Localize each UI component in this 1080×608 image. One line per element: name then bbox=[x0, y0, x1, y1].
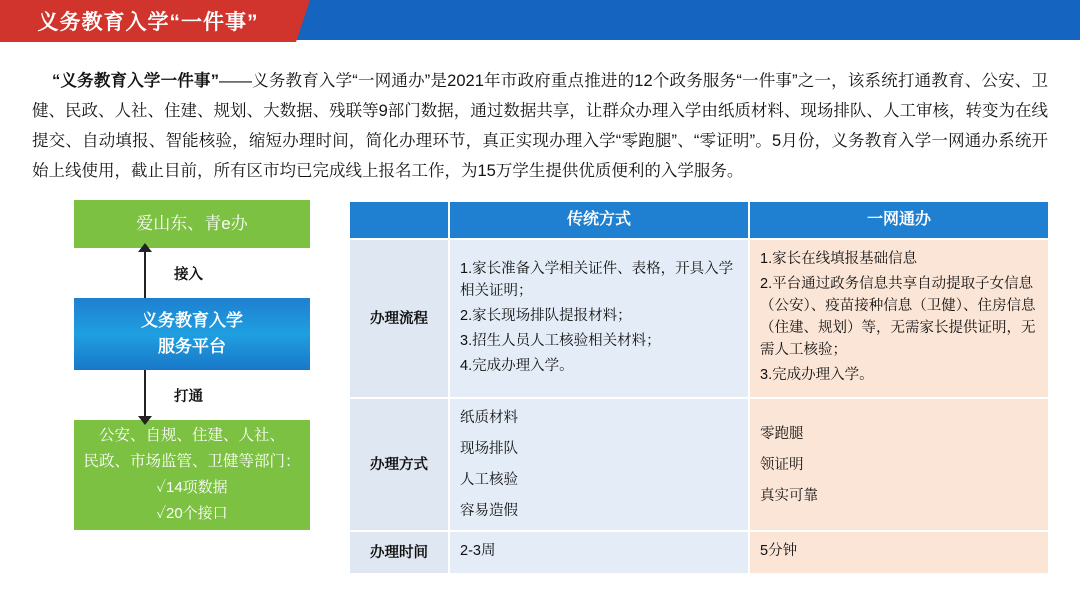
table-header-traditional: 传统方式 bbox=[449, 201, 749, 239]
cell-line: 真实可靠 bbox=[760, 487, 818, 504]
cell-line: 1.家长在线填报基础信息 bbox=[760, 251, 918, 267]
arrow-up-icon bbox=[138, 243, 152, 252]
connector-up-label: 接入 bbox=[172, 263, 205, 284]
table-header-row bbox=[349, 201, 1049, 239]
table-header-online: 一网通办 bbox=[749, 201, 1049, 239]
header-red-tab bbox=[0, 0, 296, 42]
flow-top-box bbox=[74, 200, 310, 248]
arrow-down-icon bbox=[138, 416, 152, 425]
cell-method-online bbox=[749, 398, 1049, 531]
cell-line: 领证明 bbox=[760, 456, 804, 473]
flow-connector-down bbox=[74, 370, 310, 420]
cell-line: 容易造假 bbox=[460, 503, 518, 519]
row-label-process: 办理流程 bbox=[349, 239, 449, 398]
cell-line: 5分钟 bbox=[760, 543, 798, 559]
paragraph-body: ——义务教育入学“一网通办”是2021年市政府重点推进的12个政务服务“一件事”之一，该系统打通教育、公安、卫健、民政、人社、住建、规划、大数据、残联等9部门数据，通过数据共享，让群众办理入学由纸质材料、现场排队、人工审核，转变为在线提交、自动填报、智能核验，缩短办理时间，简化办理环节，真正实现办理入学“零跑腿”、“零证明”。5月份，义务教育入学一网通办系统开始上线使用，截止目前，所有区市均已完成线上报名工作，为15万学生提供优质便利的入学服务。 bbox=[32, 72, 1049, 180]
comparison-table-wrap bbox=[348, 200, 1050, 575]
cell-line: 4.完成办理入学。 bbox=[460, 357, 574, 374]
cell-line: 3.招生人员人工核验相关材料； bbox=[460, 332, 661, 349]
connector-down-label: 打通 bbox=[172, 385, 205, 406]
flow-departments-box bbox=[74, 420, 310, 530]
platform-line-1: 义务教育入学 bbox=[141, 311, 243, 330]
page-title: 义务教育入学“一件事” bbox=[37, 11, 259, 34]
cell-line: 零跑腿 bbox=[760, 425, 804, 442]
cell-line: 现场排队 bbox=[460, 441, 518, 457]
connector-line bbox=[144, 370, 146, 420]
cell-method-traditional bbox=[449, 398, 749, 531]
table-row bbox=[349, 398, 1049, 531]
cell-line: 3.完成办理入学。 bbox=[760, 367, 874, 383]
table-head bbox=[349, 201, 1049, 239]
flow-top-box-label: 爱山东、青e办 bbox=[136, 214, 248, 233]
departments-line-2: 民政、市场监管、卫健等部门： bbox=[83, 453, 301, 470]
cell-line: 人工核验 bbox=[460, 472, 518, 488]
comparison-table bbox=[348, 200, 1050, 575]
cell-process-traditional bbox=[449, 239, 749, 398]
table-row bbox=[349, 531, 1049, 574]
table-row bbox=[349, 239, 1049, 398]
row-label-time: 办理时间 bbox=[349, 531, 449, 574]
flow-platform-box bbox=[74, 298, 310, 370]
paragraph-lead: “义务教育入学一件事” bbox=[52, 72, 219, 90]
cell-time-online bbox=[749, 531, 1049, 574]
table-body bbox=[349, 239, 1049, 574]
intro-paragraph bbox=[32, 66, 1048, 186]
connector-line bbox=[144, 248, 146, 298]
cell-time-traditional bbox=[449, 531, 749, 574]
cell-line: 1.家长准备入学相关证件、表格，开具入学相关证明； bbox=[460, 260, 734, 299]
table-header-corner bbox=[349, 201, 449, 239]
cell-line: 2.平台通过政务信息共享自动提取子女信息（公安）、疫苗接种信息（卫健）、住房信息（住建、规划）等，无需家长提供证明，无需人工核验； bbox=[760, 276, 1036, 358]
lower-content bbox=[0, 200, 1080, 575]
row-label-method: 办理方式 bbox=[349, 398, 449, 531]
cell-line: 2.家长现场排队提报材料； bbox=[460, 307, 632, 324]
cell-process-online bbox=[749, 239, 1049, 398]
cell-line: 纸质材料 bbox=[460, 410, 518, 426]
flow-diagram bbox=[58, 200, 326, 530]
departments-api-count: ✓20个接口 bbox=[156, 505, 228, 522]
cell-line: 2-3周 bbox=[460, 543, 496, 559]
departments-data-count: ✓14项数据 bbox=[156, 479, 228, 496]
flow-connector-up bbox=[74, 248, 310, 298]
page-header bbox=[0, 0, 1080, 48]
platform-line-2: 服务平台 bbox=[158, 337, 226, 356]
departments-line-1: 公安、自规、住建、人社、 bbox=[98, 427, 285, 444]
